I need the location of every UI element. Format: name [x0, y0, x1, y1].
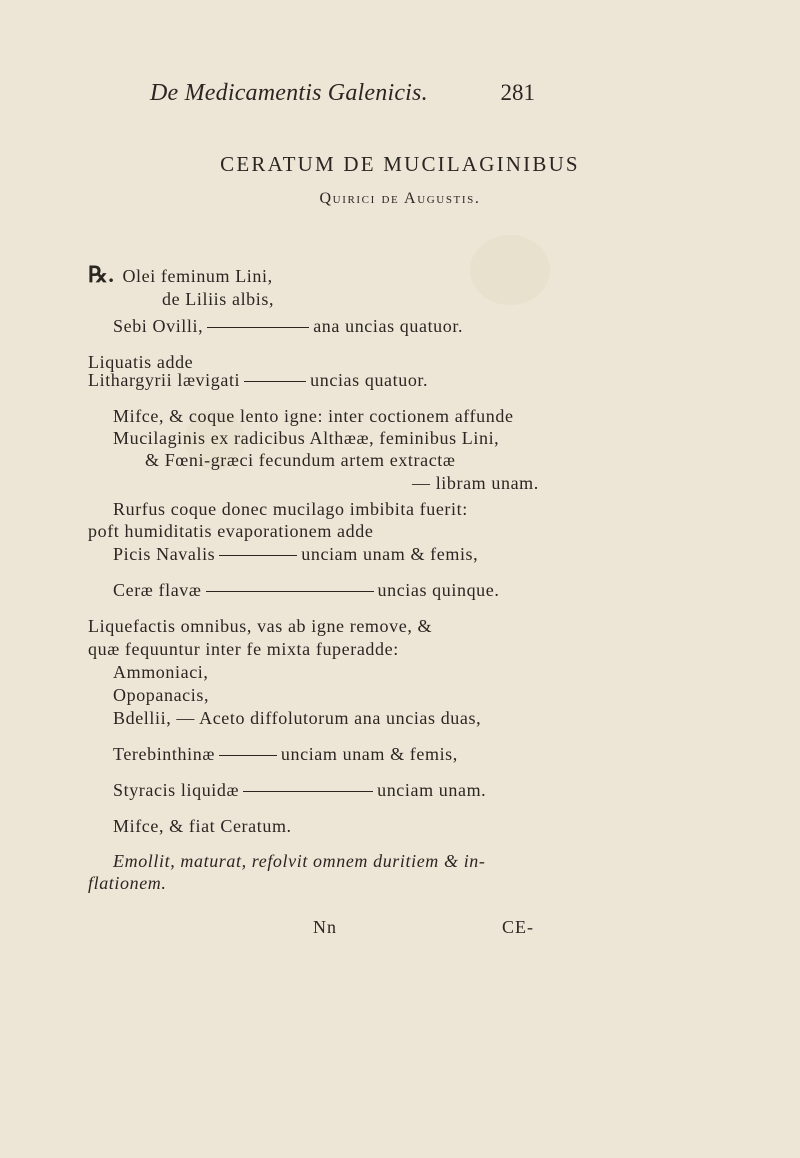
recipe-line	[113, 780, 486, 801]
line-text: Styracis liquidæ	[113, 780, 240, 800]
section-heading: CERATUM DE MUCILAGINIBUS	[220, 152, 580, 176]
line-text: Sebi Ovilli,	[113, 316, 204, 336]
recipe-symbol: ℞.	[88, 262, 115, 287]
recipe-line: Mifce, & fiat Ceratum.	[113, 816, 292, 836]
recipe-line: Bdellii, — Aceto diffolutorum ana uncias duas,	[113, 708, 482, 728]
recipe-line: Mifce, & coque lento igne: inter coctionem affunde	[113, 406, 514, 426]
dash-rule	[244, 381, 306, 382]
virtues-line: Emollit, maturat, refolvit omnem duritiem & in-	[113, 851, 486, 871]
page-number: 281	[500, 80, 535, 105]
recipe-line	[88, 370, 428, 391]
running-title: De Medicamentis Galenicis.	[150, 80, 428, 106]
recipe-line: quæ fequuntur inter fe mixta fuperadde:	[88, 639, 399, 659]
line-text: uncias quinque.	[377, 580, 500, 600]
recipe-line: Opopanacis,	[113, 685, 210, 705]
line-text: unciam unam & femis,	[280, 744, 458, 764]
dash-rule	[206, 591, 374, 592]
line-text: Picis Navalis	[113, 544, 216, 564]
recipe-line	[88, 262, 273, 288]
dash-rule	[243, 791, 373, 792]
line-text: Ceræ flavæ	[113, 580, 202, 600]
dash-rule	[207, 327, 309, 328]
recipe-line: Mucilaginis ex radicibus Althææ, feminibus Lini,	[113, 428, 500, 448]
line-text: Olei feminum Lini,	[122, 266, 273, 286]
line-text: ana uncias quatuor.	[313, 316, 464, 336]
catchword: CE-	[502, 917, 534, 937]
dash-rule	[219, 555, 297, 556]
line-text: Terebinthinæ	[113, 744, 215, 764]
recipe-line: — libram unam.	[412, 473, 539, 493]
virtues-line: flationem.	[88, 873, 167, 893]
recipe-line	[113, 544, 478, 565]
recipe-line: Liquefactis omnibus, vas ab igne remove, &	[88, 616, 433, 636]
running-header	[150, 80, 535, 116]
section-subheading: Quirici de Augustis.	[319, 190, 481, 207]
recipe-line: poft humiditatis evaporationem adde	[88, 521, 374, 541]
line-text: uncias quatuor.	[310, 370, 429, 390]
signature-mark: Nn	[313, 917, 337, 937]
line-text: unciam unam & femis,	[301, 544, 479, 564]
recipe-line	[113, 316, 463, 337]
recipe-line	[113, 580, 499, 601]
recipe-line: Rurfus coque donec mucilago imbibita fuerit:	[113, 499, 468, 519]
line-text: unciam unam.	[377, 780, 487, 800]
recipe-line: Liquatis adde	[88, 352, 194, 372]
paper-stain	[470, 235, 550, 305]
recipe-line: Ammoniaci,	[113, 662, 209, 682]
recipe-line: & Fœni-græci fecundum artem extractæ	[145, 450, 456, 470]
line-text: Lithargyrii lævigati	[88, 370, 241, 390]
recipe-line	[113, 744, 458, 765]
recipe-line: de Liliis albis,	[162, 289, 275, 309]
dash-rule	[219, 755, 277, 756]
